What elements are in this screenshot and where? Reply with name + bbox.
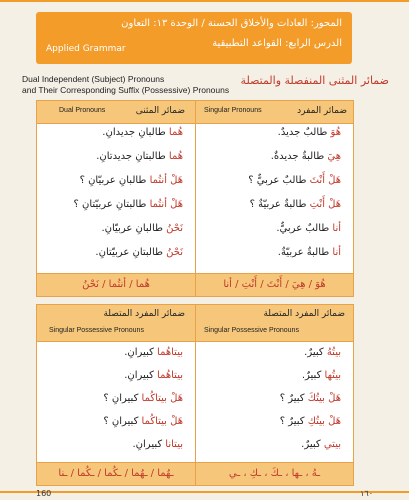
sentence-rest: طالبةٌ عربيّةٌ. — [277, 247, 333, 258]
example-sentence — [103, 416, 183, 427]
sentence-rest: طالبانِ جديدانِ. — [102, 127, 169, 138]
pronoun-highlight: بيتاهُما — [157, 370, 183, 381]
sentence-rest: كبيرانِ ؟ — [103, 416, 142, 427]
page-number-arabic: ١٦٠ — [360, 489, 373, 498]
sentence-rest: طالبانِ عربيّانِ ؟ — [79, 175, 150, 186]
sentence-rest: كبيرانِ. — [124, 370, 158, 381]
pronoun-highlight: هَلْ بيتُكَ — [307, 393, 341, 404]
singular-footer: هُوَ / هِيَ / أَنْتَ / أَنْتِ / أنا — [196, 273, 353, 296]
pronoun-highlight: هُما — [168, 151, 183, 162]
example-sentence — [280, 416, 341, 427]
singular-possessive-column — [196, 341, 353, 463]
sentence-rest: طالبٌ عربيٌّ ؟ — [248, 175, 310, 186]
sentence-rest: طالبتانِ عربيّتانِ. — [95, 247, 167, 258]
example-sentence — [280, 393, 341, 404]
dual-footer: هُما / أنتُما / نَحْنُ — [37, 273, 196, 296]
example-sentence — [248, 175, 341, 186]
example-sentence — [301, 439, 341, 450]
pronoun-highlight: أنا — [332, 247, 341, 258]
sentence-rest: كبيرانِ. — [132, 439, 166, 450]
sentence-rest: كبيرانِ ؟ — [103, 393, 142, 404]
header-topic: المحور: العادات والأخلاق الحسنة / الوحدة ١٣: التعاون — [121, 18, 342, 29]
pronoun-highlight: أنا — [332, 223, 341, 234]
section-title-english: Dual Independent (Subject) Pronouns and Their Corresponding Suffix (Possessive) Pronouns — [22, 74, 230, 95]
pronoun-highlight: بيتُها — [324, 370, 341, 381]
top-accent-bar — [0, 0, 409, 2]
example-sentence — [302, 370, 341, 381]
sentence-rest: كبيرٌ. — [301, 370, 325, 381]
singular-possessive-footer: ـهُ ، ـها ، ـكَ ، ـكِ ، ـي — [196, 462, 353, 485]
example-sentence — [74, 199, 183, 210]
sentence-rest: طالبتانِ جديدتانِ. — [96, 151, 169, 162]
pronoun-highlight: نَحْنُ — [166, 223, 183, 234]
pronoun-highlight: هَلْ أَنْتَ — [309, 175, 341, 186]
pronoun-highlight: هَلْ بيتاكُما — [141, 393, 183, 404]
pronoun-highlight: بيتُهُ — [326, 347, 341, 358]
sentence-rest: كبيرٌ ؟ — [279, 416, 308, 427]
pronoun-highlight: هُوَ — [330, 127, 341, 138]
lesson-header — [36, 12, 352, 64]
possessive-table — [36, 304, 354, 486]
sentence-rest: طالبةٌ عربيّةٌ ؟ — [249, 199, 310, 210]
pronoun-highlight: هَلْ أنتُما — [149, 199, 183, 210]
pronoun-highlight: بيتانا — [165, 439, 183, 450]
example-sentence — [276, 223, 341, 234]
example-sentence — [95, 247, 183, 258]
example-sentence — [124, 370, 183, 381]
example-sentence — [278, 127, 341, 138]
pronoun-highlight: هَلْ بيتاكُما — [141, 416, 183, 427]
example-sentence — [96, 151, 183, 162]
dual-possessive-column — [37, 341, 196, 463]
singular-column — [196, 123, 353, 274]
example-sentence — [271, 151, 341, 162]
pronoun-highlight: نَحْنُ — [166, 247, 183, 258]
sentence-rest: كبيرٌ. — [304, 347, 327, 358]
example-sentence — [304, 347, 341, 358]
example-sentence — [80, 175, 183, 186]
dual-column — [37, 123, 196, 274]
pronoun-highlight: هَلْ بيتُكِ — [307, 416, 341, 427]
example-sentence — [103, 393, 183, 404]
example-sentence — [124, 347, 183, 358]
pronoun-highlight: هَلْ أَنْتِ — [309, 199, 341, 210]
singular-possessive-header: ضمائر المفرد المتصلة Singular Possessive Pronouns — [196, 305, 353, 342]
header-english: Applied Grammar — [46, 44, 126, 54]
pronoun-highlight: هَلْ أنتُما — [149, 175, 183, 186]
dual-possessive-header: ضمائر المفرد المتصلة Singular Possessive Pronouns — [37, 305, 196, 342]
sentence-rest: كبيرانِ. — [124, 347, 158, 358]
example-sentence — [101, 223, 183, 234]
sentence-rest: كبيرٌ. — [301, 439, 324, 450]
pronoun-table — [36, 100, 354, 297]
singular-header: Singular Pronouns ضمائر المفرد — [196, 101, 353, 124]
sentence-rest: طالبٌ عربيٌّ. — [276, 223, 333, 234]
dual-header: Dual Pronouns ضمائر المثنى — [37, 101, 196, 124]
bottom-accent-bar — [0, 491, 409, 493]
pronoun-highlight: هُما — [168, 127, 183, 138]
page-number-latin: 160 — [36, 489, 52, 498]
sentence-rest: طالبٌ جديدٌ. — [277, 127, 331, 138]
sentence-rest: طالبانِ عربيّانِ. — [101, 223, 167, 234]
sentence-rest: كبيرٌ ؟ — [279, 393, 308, 404]
dual-possessive-footer: ـهُما / ـهُما / ـكُما / ـكُما / ـنا — [37, 462, 196, 485]
pronoun-highlight: هِيَ — [327, 151, 341, 162]
example-sentence — [278, 247, 341, 258]
example-sentence — [250, 199, 341, 210]
example-sentence — [102, 127, 183, 138]
header-lesson: الدرس الرابع: القواعد التطبيقية — [212, 38, 342, 49]
sentence-rest: طالبتانِ عربيّتانِ ؟ — [73, 199, 150, 210]
pronoun-highlight: بيتي — [323, 439, 341, 450]
sentence-rest: طالبةٌ جديدةٌ. — [270, 151, 328, 162]
pronoun-highlight: بيتاهُما — [157, 347, 183, 358]
example-sentence — [133, 439, 184, 450]
section-title-arabic: ضمائر المثنى المنفصلة والمتصلة — [240, 74, 389, 87]
